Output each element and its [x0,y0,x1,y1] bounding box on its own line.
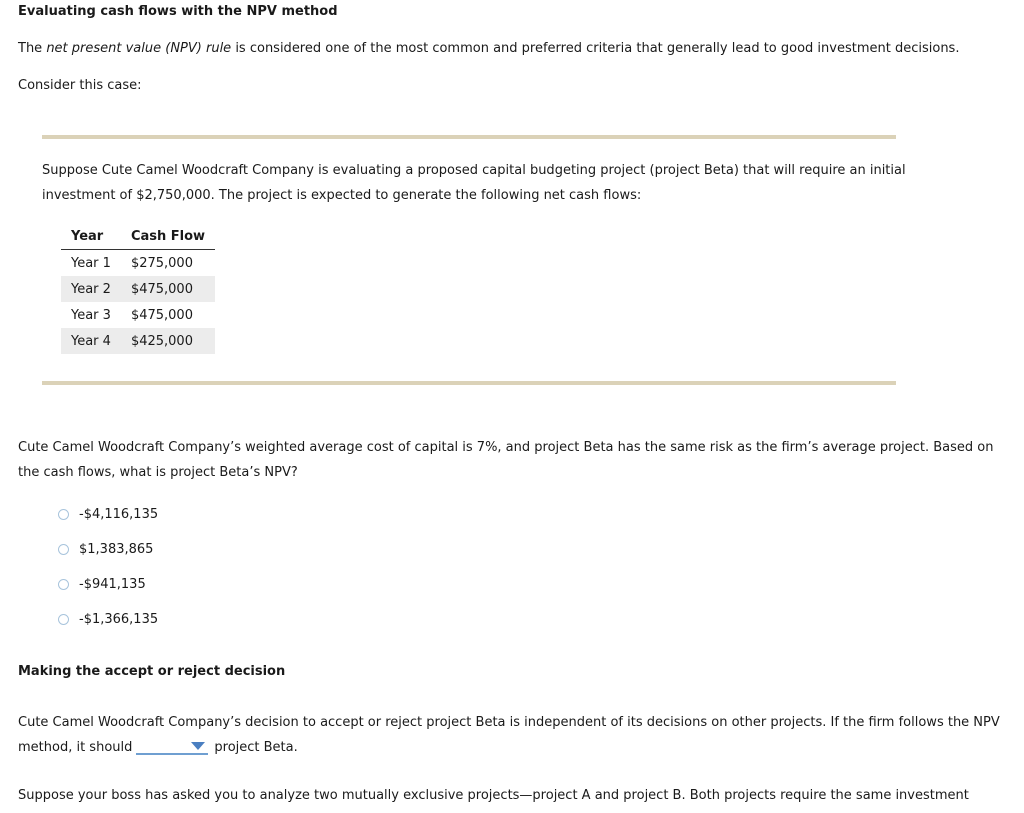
intro-suffix: is considered one of the most common and preferred criteria that generally lead to good investment decisions. [231,41,960,56]
case-paragraph [42,158,906,208]
case-line-1: Suppose Cute Camel Woodcraft Company is evaluating a proposed capital budgeting project (project Beta) that will require an initial [42,163,906,178]
answer-option[interactable] [58,574,146,594]
table-row [61,276,215,302]
table-header-row [61,224,215,250]
accept-reject-dropdown[interactable] [136,737,208,755]
answer-option[interactable] [58,504,158,524]
question-line-1: Cute Camel Woodcraft Company’s weighted average cost of capital is 7%, and project Beta has the same risk as the firm’s average project. Based on [18,440,994,455]
table-cell-cash-flow: $275,000 [130,255,193,271]
table-cell-cash-flow: $475,000 [121,276,215,302]
table-row [61,302,215,328]
case-line-2: investment of $2,750,000. The project is expected to generate the following net cash flows: [42,188,642,203]
radio-button[interactable] [58,614,69,625]
next-paragraph: Suppose your boss has asked you to analyze two mutually exclusive projects—project A and project B. Both projects require the same investment [18,788,969,803]
section-heading: Making the accept or reject decision [18,664,286,679]
answer-option[interactable] [58,609,158,629]
case-divider-bottom [42,381,896,385]
page-title: Evaluating cash flows with the NPV method [18,4,338,19]
intro-emphasis: net present value (NPV) rule [46,41,232,56]
decision-line-2 [18,735,1000,760]
header-cash-flow: Cash Flow [121,224,215,250]
cash-flow-table [61,224,215,354]
consider-text: Consider this case: [18,78,142,93]
answer-option-label[interactable]: -$941,135 [79,576,146,592]
intro-paragraph [18,36,959,61]
radio-button[interactable] [58,544,69,555]
intro-prefix: The [18,41,47,56]
question-line-2: the cash flows, what is project Beta’s NPV? [18,465,298,480]
table-cell-year: Year 3 [71,307,111,323]
table-row [61,250,215,277]
decision-paragraph [18,710,1000,760]
table-cell-cash-flow: $425,000 [121,328,215,354]
table-cell-cash-flow: $475,000 [130,307,193,323]
radio-button[interactable] [58,579,69,590]
radio-button[interactable] [58,509,69,520]
answer-option-label[interactable]: -$4,116,135 [79,506,159,522]
table-row [61,328,215,354]
case-divider-top [42,135,896,139]
dropdown-arrow-icon[interactable] [191,742,205,750]
decision-prefix: method, it should [18,740,133,755]
answer-option[interactable] [58,539,153,559]
decision-line-1: Cute Camel Woodcraft Company’s decision to accept or reject project Beta is independent of its decisions on other projects. If the firm follows the NPV [18,715,1000,730]
answer-option-label[interactable]: $1,383,865 [79,541,154,557]
answer-option-label[interactable]: -$1,366,135 [79,611,159,627]
decision-suffix: project Beta. [214,740,298,755]
header-year: Year [61,224,121,250]
question-paragraph [18,435,993,485]
table-cell-year: Year 2 [61,276,121,302]
table-cell-year: Year 4 [61,328,121,354]
table-cell-year: Year 1 [71,255,111,271]
